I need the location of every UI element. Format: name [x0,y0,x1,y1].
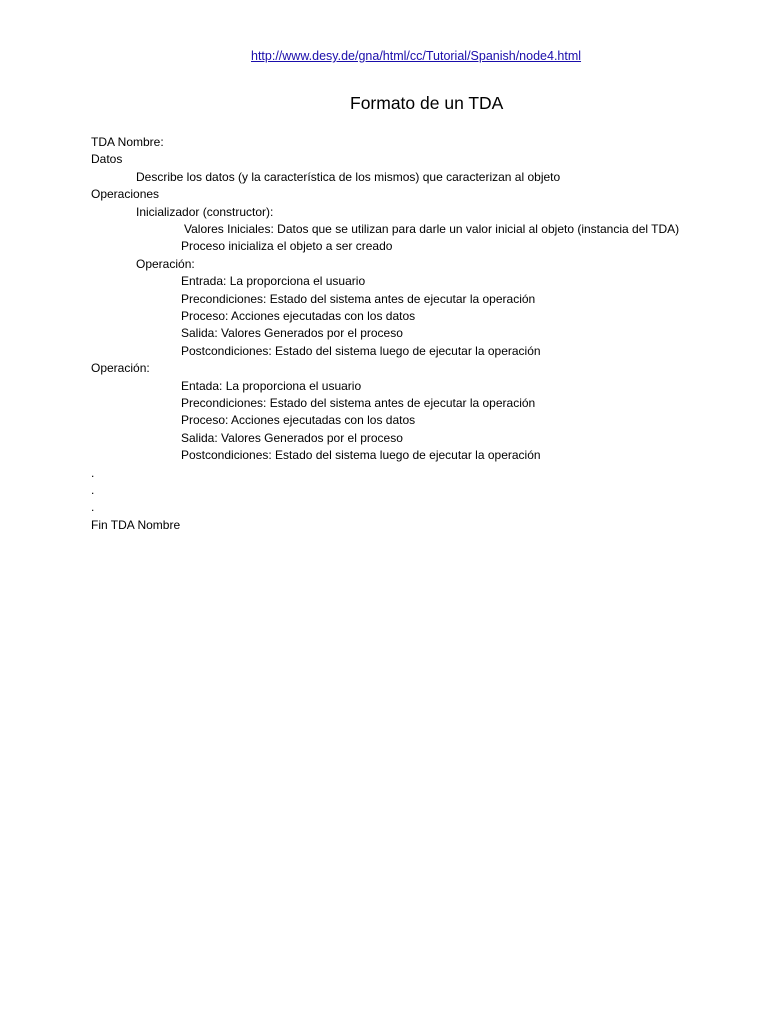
page-title: Formato de un TDA [350,93,504,113]
op2-postconditions: Postcondiciones: Estado del sistema luego de ejecutar la operación [181,448,541,462]
end-tda-label: Fin TDA Nombre [91,518,181,532]
datos-description: Describe los datos (y la característica de los mismos) que caracterizan al objeto [136,170,561,184]
op2-preconditions: Precondiciones: Estado del sistema antes de ejecutar la operación [181,396,536,410]
op2-process: Proceso: Acciones ejecutadas con los datos [181,413,416,427]
reference-link[interactable]: http://www.desy.de/gna/html/cc/Tutorial/Spanish/node4.html [251,49,582,63]
op1-preconditions: Precondiciones: Estado del sistema antes de ejecutar la operación [181,292,536,306]
initial-values-line: Valores Iniciales: Datos que se utilizan para darle un valor inicial al objeto (instancia del TDA) [184,222,680,236]
operation-heading-2: Operación: [91,361,150,375]
ellipsis-dot-1: . [91,466,95,480]
ellipsis-dot-3: . [91,500,95,514]
section-operaciones: Operaciones [91,187,160,201]
ellipsis-dot-2: . [91,483,95,497]
section-datos: Datos [91,152,123,166]
initializer-heading: Inicializador (constructor): [136,205,274,219]
op1-postconditions: Postcondiciones: Estado del sistema luego de ejecutar la operación [181,344,541,358]
op2-output: Salida: Valores Generados por el proceso [181,431,403,445]
tda-name-label: TDA Nombre: [91,135,164,149]
initializer-process-line: Proceso inicializa el objeto a ser creado [181,239,393,253]
op1-output: Salida: Valores Generados por el proceso [181,326,403,340]
op1-input: Entrada: La proporciona el usuario [181,274,366,288]
op2-input: Entada: La proporciona el usuario [181,379,362,393]
operation-heading-1: Operación: [136,257,195,271]
op1-process: Proceso: Acciones ejecutadas con los datos [181,309,416,323]
